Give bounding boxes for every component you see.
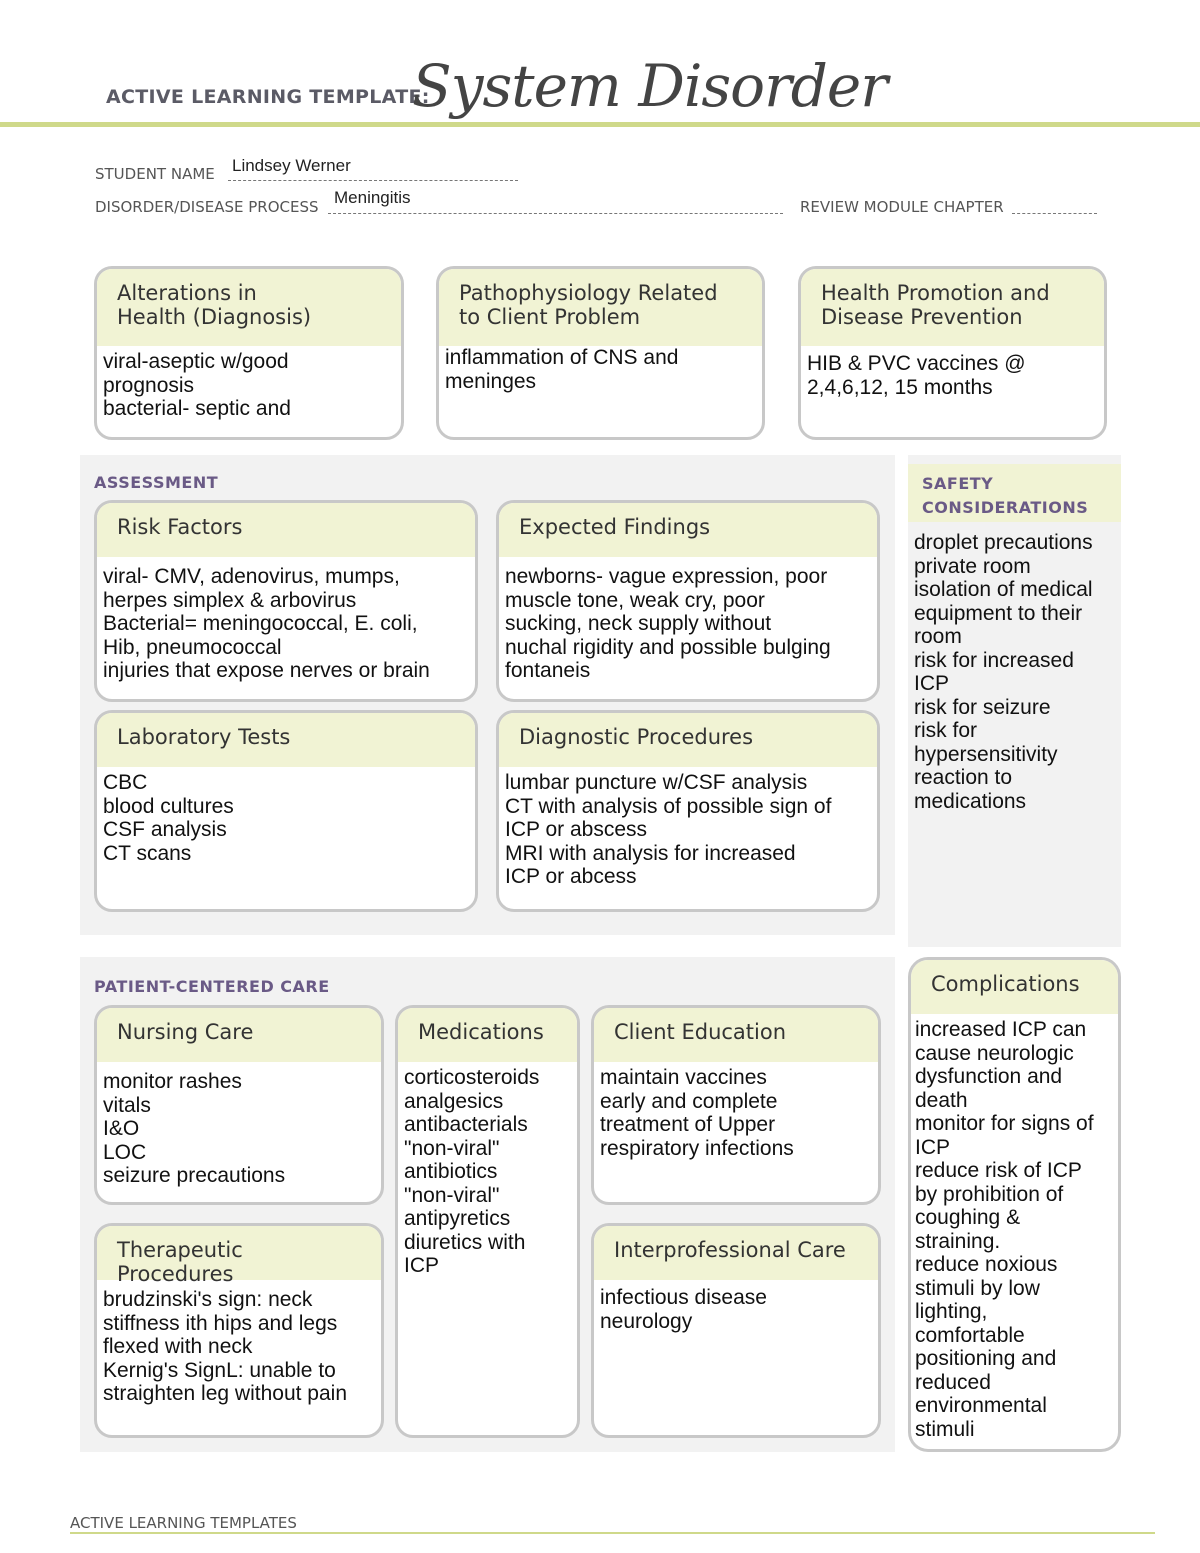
interprofessional-care-text[interactable]: infectious disease neurology xyxy=(600,1286,767,1333)
risk-factors-box xyxy=(94,500,478,702)
patient-care-label: PATIENT-CENTERED CARE xyxy=(94,977,330,996)
nursing-care-text[interactable]: monitor rashes vitals I&O LOC seizure precautions xyxy=(103,1070,286,1187)
diagnostic-procedures-text[interactable]: lumbar puncture w/CSF analysis CT with analysis of possible sign of ICP or abscess MRI with analysis for increased ICP or abcess xyxy=(505,771,832,888)
pathophysiology-text[interactable]: inflammation of CNS and meninges xyxy=(445,346,679,393)
interprofessional-care-box xyxy=(591,1223,881,1438)
medications-box xyxy=(395,1005,580,1438)
expected-findings-box xyxy=(496,500,880,702)
client-education-text[interactable]: maintain vaccines early and complete treatment of Upper respiratory infections xyxy=(600,1066,794,1160)
disorder-field[interactable]: Meningitis xyxy=(334,188,411,207)
pathophysiology-box xyxy=(436,266,765,440)
alterations-box xyxy=(94,266,404,440)
client-education-box xyxy=(591,1005,881,1205)
risk-factors-text[interactable]: viral- CMV, adenovirus, mumps, herpes simplex & arbovirus Bacterial= meningococcal, E. coli, Hib, pneumococcal injuries that expose nerves or brain xyxy=(103,565,430,682)
assessment-label: ASSESSMENT xyxy=(94,473,219,492)
review-module-label: REVIEW MODULE CHAPTER xyxy=(800,198,1004,216)
laboratory-tests-text[interactable]: CBC blood cultures CSF analysis CT scans xyxy=(103,771,234,865)
laboratory-tests-title: Laboratory Tests xyxy=(97,713,475,767)
medications-title: Medications xyxy=(398,1008,577,1062)
review-module-field[interactable] xyxy=(1012,201,1097,214)
disorder-label: DISORDER/DISEASE PROCESS xyxy=(95,198,319,216)
therapeutic-procedures-title: Therapeutic Procedures xyxy=(97,1226,381,1280)
page-title: System Disorder xyxy=(412,52,887,120)
footer-label: ACTIVE LEARNING TEMPLATES xyxy=(70,1514,297,1532)
template-label: ACTIVE LEARNING TEMPLATE: xyxy=(106,86,430,108)
health-promotion-box xyxy=(798,266,1107,440)
diagnostic-procedures-box xyxy=(496,710,880,912)
interprofessional-care-title: Interprofessional Care xyxy=(594,1226,878,1280)
expected-findings-text[interactable]: newborns- vague expression, poor muscle tone, weak cry, poor sucking, neck supply without nuchal rigidity and possible bulging fontaneis xyxy=(505,565,831,682)
diagnostic-procedures-title: Diagnostic Procedures xyxy=(499,713,877,767)
client-education-title: Client Education xyxy=(594,1008,878,1062)
medications-text[interactable]: corticosteroids analgesics antibacterials "non-viral" antibiotics "non-viral" antipyretics diuretics with ICP xyxy=(404,1066,540,1277)
nursing-care-box xyxy=(94,1005,384,1205)
nursing-care-title: Nursing Care xyxy=(97,1008,381,1062)
alterations-text[interactable]: viral-aseptic w/good prognosis bacterial- septic and xyxy=(103,350,291,420)
health-promotion-title: Health Promotion and Disease Prevention xyxy=(801,269,1104,346)
student-name-label: STUDENT NAME xyxy=(95,165,215,183)
laboratory-tests-box xyxy=(94,710,478,912)
expected-findings-title: Expected Findings xyxy=(499,503,877,557)
therapeutic-procedures-box xyxy=(94,1223,384,1438)
complications-box xyxy=(908,957,1121,1452)
footer-divider xyxy=(70,1532,1155,1534)
therapeutic-procedures-text[interactable]: brudzinski's sign: neck stiffness ith hips and legs flexed with neck Kernig's SignL: unable to straighten leg without pain xyxy=(103,1288,347,1405)
health-promotion-text[interactable]: HIB & PVC vaccines @ 2,4,6,12, 15 months xyxy=(807,352,1026,399)
complications-title: Complications xyxy=(911,960,1118,1014)
complications-text[interactable]: increased ICP can cause neurologic dysfunction and death monitor for signs of ICP reduce risk of ICP by prohibition of coughing & straining. reduce noxious stimuli by low lighting, comfortable positioning and reduced environmental stimuli xyxy=(915,1018,1094,1441)
safety-label: SAFETY CONSIDERATIONS xyxy=(922,474,1089,517)
header-divider xyxy=(0,122,1200,127)
safety-text[interactable]: droplet precautions private room isolation of medical equipment to their room risk for increased ICP risk for seizure risk for hypersensitivity reaction to medications xyxy=(914,531,1093,813)
pathophysiology-title: Pathophysiology Related to Client Problem xyxy=(439,269,762,346)
risk-factors-title: Risk Factors xyxy=(97,503,475,557)
student-name-field[interactable]: Lindsey Werner xyxy=(232,156,351,175)
alterations-title: Alterations in Health (Diagnosis) xyxy=(97,269,401,346)
